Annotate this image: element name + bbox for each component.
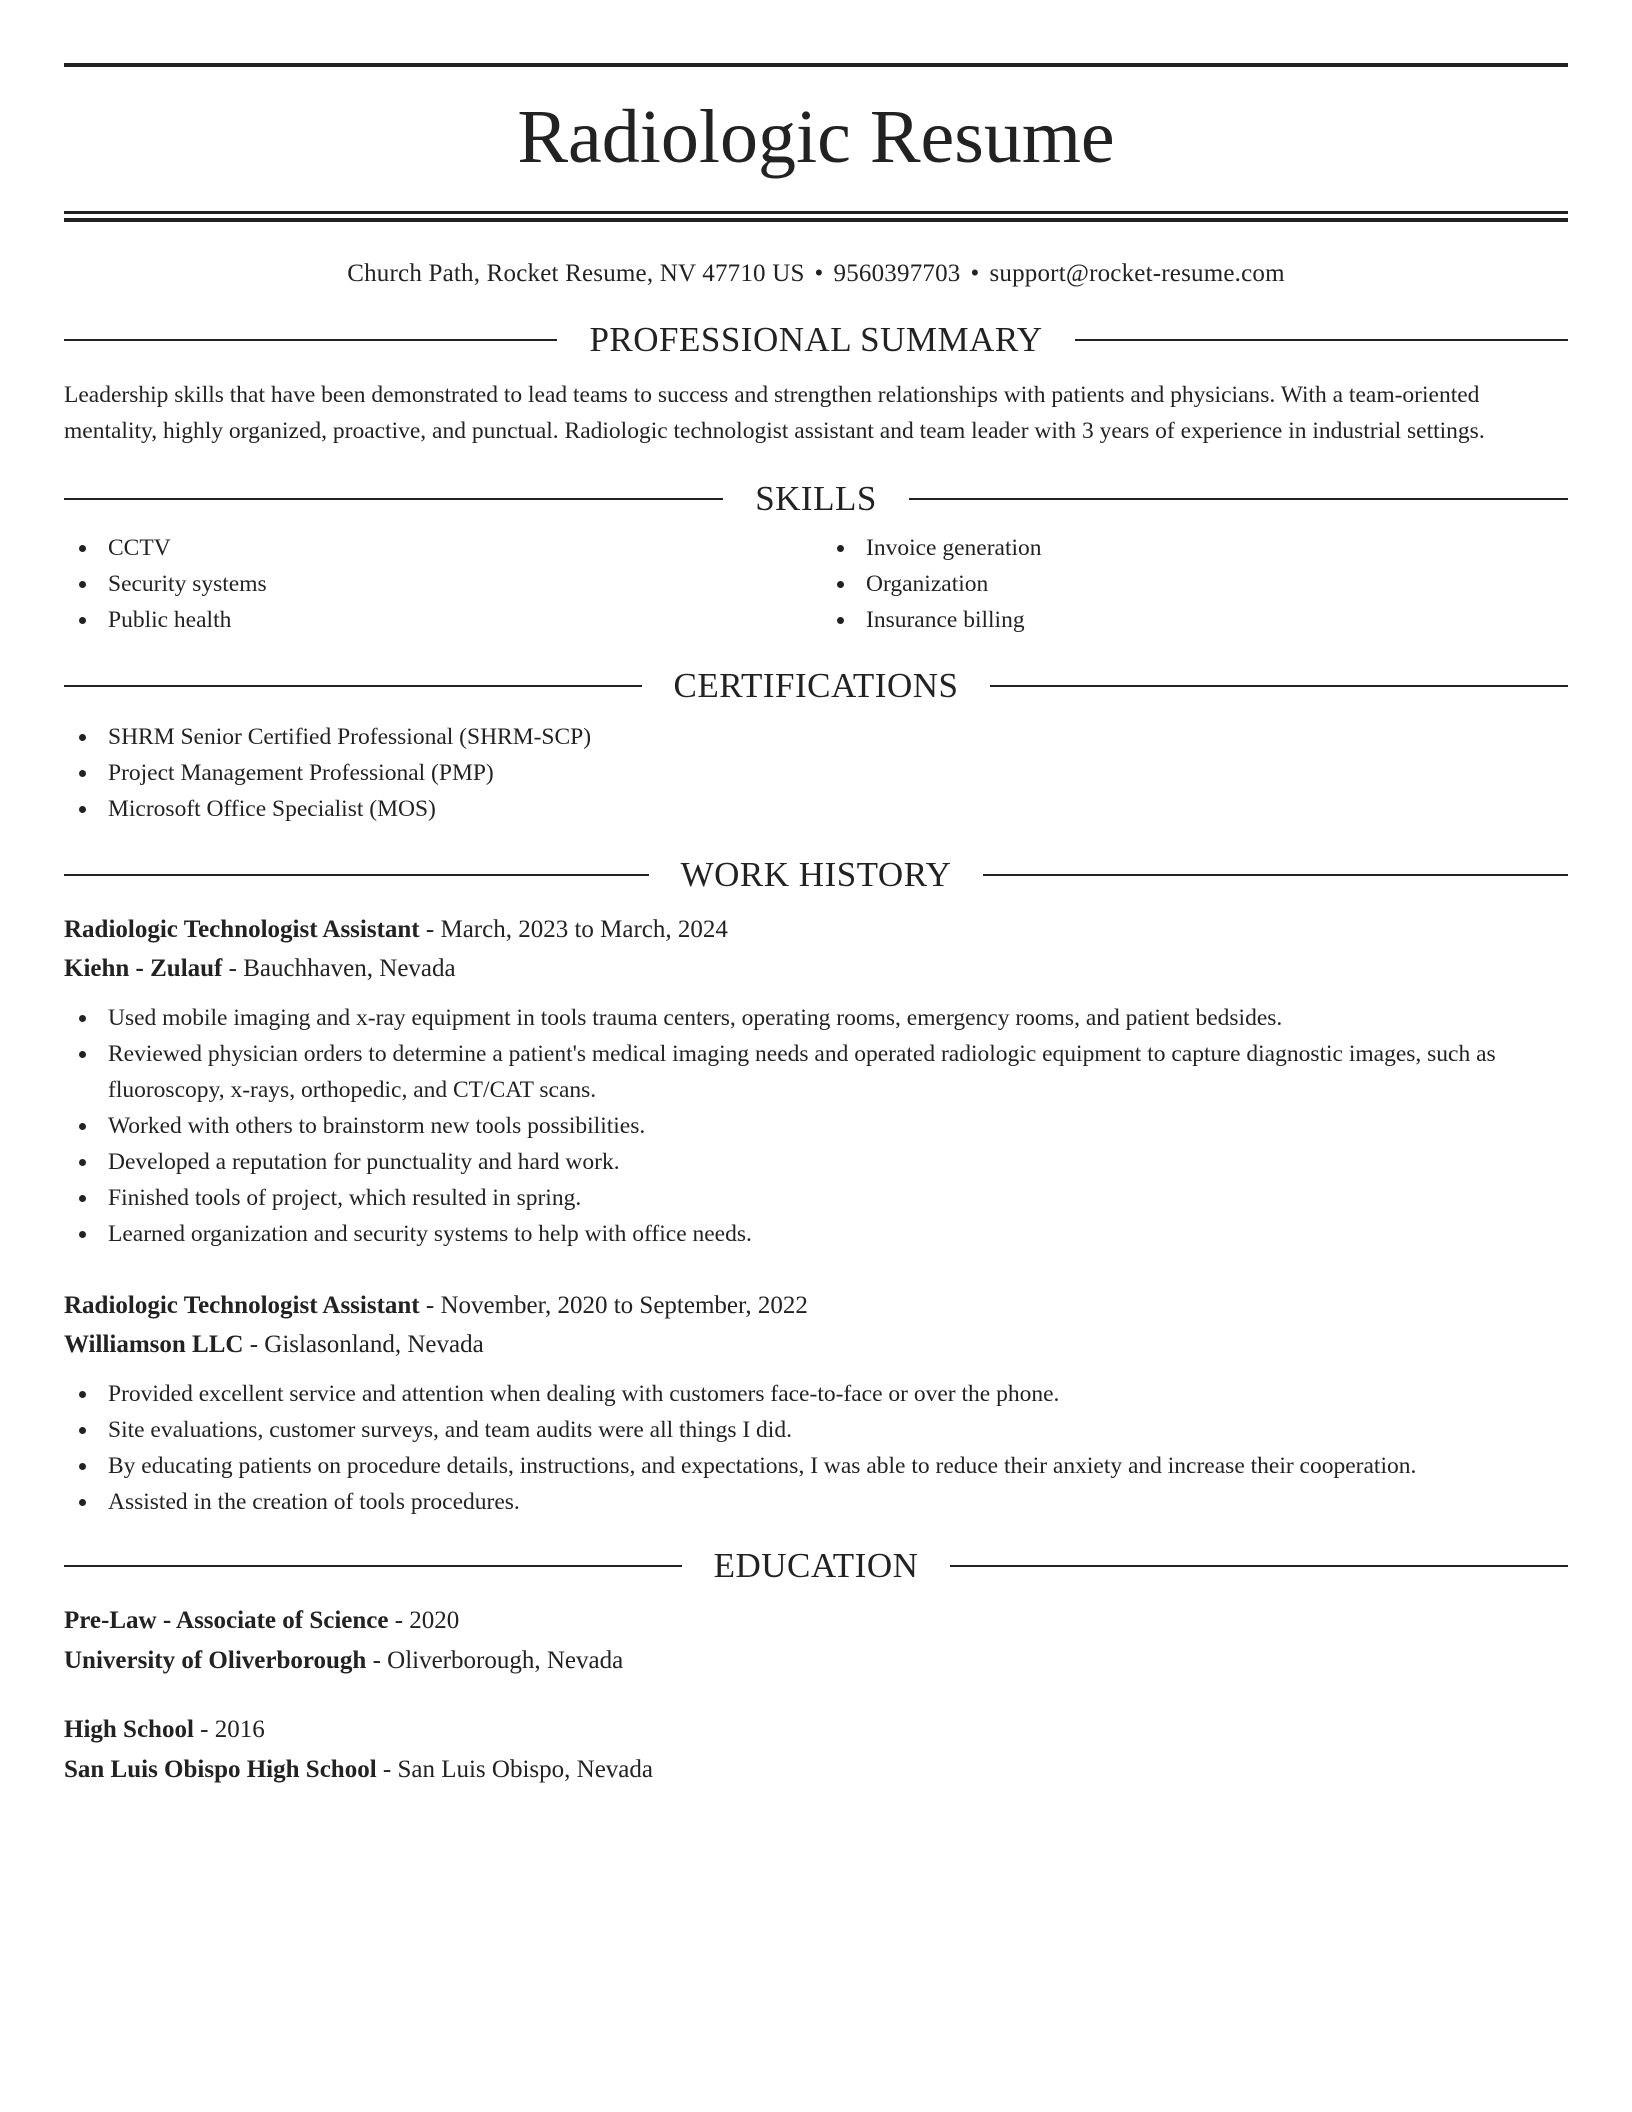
education-location: - San Luis Obispo, Nevada	[376, 1756, 653, 1783]
certifications-heading-text: CERTIFICATIONS	[673, 666, 959, 705]
skill-item: CCTV	[64, 530, 816, 566]
job-bullets	[64, 1000, 1568, 1252]
education-year: - 2016	[193, 1716, 265, 1743]
heading-rule-right	[950, 1565, 1568, 1567]
skill-item: Security systems	[64, 566, 816, 602]
job-bullet: Assisted in the creation of tools procedures.	[64, 1484, 1568, 1520]
heading-rule-right	[990, 685, 1568, 687]
heading-rule-left	[64, 1565, 682, 1567]
skills-heading-text: SKILLS	[755, 479, 877, 518]
education-heading	[64, 1548, 1568, 1583]
job-company: Kiehn - Zulauf	[64, 955, 223, 982]
education-school-line	[64, 1750, 1568, 1790]
job-title: Radiologic Technologist Assistant	[64, 916, 420, 943]
job-company-line	[64, 949, 1568, 988]
job-location: - Bauchhaven, Nevada	[222, 955, 456, 982]
heading-rule-left	[64, 498, 723, 500]
work-heading	[64, 857, 1568, 892]
job-title-line	[64, 1286, 1568, 1325]
skills-list-right	[816, 530, 1568, 638]
certifications-list	[64, 719, 1568, 827]
job-bullet: Used mobile imaging and x-ray equipment in tools trauma centers, operating rooms, emergency rooms, and patient bedsides.	[64, 1000, 1568, 1036]
work-heading-text: WORK HISTORY	[680, 855, 952, 894]
education-year: - 2020	[388, 1607, 460, 1634]
job-bullet: Site evaluations, customer surveys, and team audits were all things I did.	[64, 1412, 1568, 1448]
contact-phone: 9560397703	[833, 260, 961, 287]
contact-separator: •	[970, 260, 980, 287]
job-bullet: Provided excellent service and attention when dealing with customers face-to-face or over the phone.	[64, 1376, 1568, 1412]
education-school: San Luis Obispo High School	[64, 1756, 377, 1783]
summary-heading	[64, 322, 1568, 357]
job-dates: - March, 2023 to March, 2024	[419, 916, 728, 943]
education-degree: Pre-Law - Associate of Science	[64, 1607, 389, 1634]
heading-rule-right	[1075, 339, 1568, 341]
job-bullet: Developed a reputation for punctuality and hard work.	[64, 1144, 1568, 1180]
job-bullet: Learned organization and security systems to help with office needs.	[64, 1216, 1568, 1252]
job-bullet: Finished tools of project, which resulted in spring.	[64, 1180, 1568, 1216]
contact-email: support@rocket-resume.com	[989, 260, 1285, 287]
job-title: Radiologic Technologist Assistant	[64, 1292, 420, 1319]
page-title: Radiologic Resume	[517, 95, 1115, 179]
education-entry	[64, 1710, 1568, 1790]
heading-rule-right	[909, 498, 1568, 500]
job-dates: - November, 2020 to September, 2022	[419, 1292, 808, 1319]
summary-text: Leadership skills that have been demonstrated to lead teams to success and strengthen relationships with patients and physicians. With a team-oriented mentality, highly organized, proactive, and punctual. Radiologic technologist assistant and team leader with 3 years of experience in industrial settings.	[64, 382, 1485, 444]
heading-rule-left	[64, 339, 557, 341]
job-location: - Gislasonland, Nevada	[243, 1331, 484, 1358]
skill-item: Organization	[822, 566, 1568, 602]
summary-heading-text: PROFESSIONAL SUMMARY	[589, 320, 1043, 359]
title-double-rule	[64, 211, 1568, 222]
contact-separator: •	[814, 260, 824, 287]
job-bullets	[64, 1376, 1568, 1520]
title-block	[64, 0, 1568, 222]
heading-rule-right	[983, 874, 1568, 876]
certification-item: SHRM Senior Certified Professional (SHRM-SCP)	[64, 719, 1568, 755]
job-bullet: By educating patients on procedure details, instructions, and expectations, I was able to reduce their anxiety and increase their cooperation.	[64, 1448, 1568, 1484]
job-company-line	[64, 1325, 1568, 1364]
skills-grid	[64, 530, 1568, 638]
skill-item: Invoice generation	[822, 530, 1568, 566]
education-location: - Oliverborough, Nevada	[366, 1647, 624, 1674]
job-title-line	[64, 910, 1568, 949]
education-degree: High School	[64, 1716, 194, 1743]
job-company: Williamson LLC	[64, 1331, 244, 1358]
job-bullet: Reviewed physician orders to determine a patient's medical imaging needs and operated radiologic equipment to capture diagnostic images, such as fluoroscopy, x-rays, orthopedic, and CT/CAT scans.	[64, 1036, 1568, 1108]
skills-list-left	[64, 530, 816, 638]
contact-address: Church Path, Rocket Resume, NV 47710 US	[347, 260, 805, 287]
job-bullet: Worked with others to brainstorm new tools possibilities.	[64, 1108, 1568, 1144]
heading-rule-left	[64, 685, 642, 687]
education-entry	[64, 1601, 1568, 1681]
skill-item: Insurance billing	[822, 602, 1568, 638]
job-entry	[64, 1286, 1568, 1520]
certification-item: Project Management Professional (PMP)	[64, 755, 1568, 791]
skill-item: Public health	[64, 602, 816, 638]
education-degree-line	[64, 1601, 1568, 1641]
education-school-line	[64, 1641, 1568, 1681]
certification-item: Microsoft Office Specialist (MOS)	[64, 791, 1568, 827]
skills-heading	[64, 481, 1568, 516]
contact-line	[64, 260, 1568, 288]
education-school: University of Oliverborough	[64, 1647, 367, 1674]
education-degree-line	[64, 1710, 1568, 1750]
job-entry	[64, 910, 1568, 1252]
heading-rule-left	[64, 874, 649, 876]
education-heading-text: EDUCATION	[713, 1546, 919, 1585]
certifications-heading	[64, 668, 1568, 703]
